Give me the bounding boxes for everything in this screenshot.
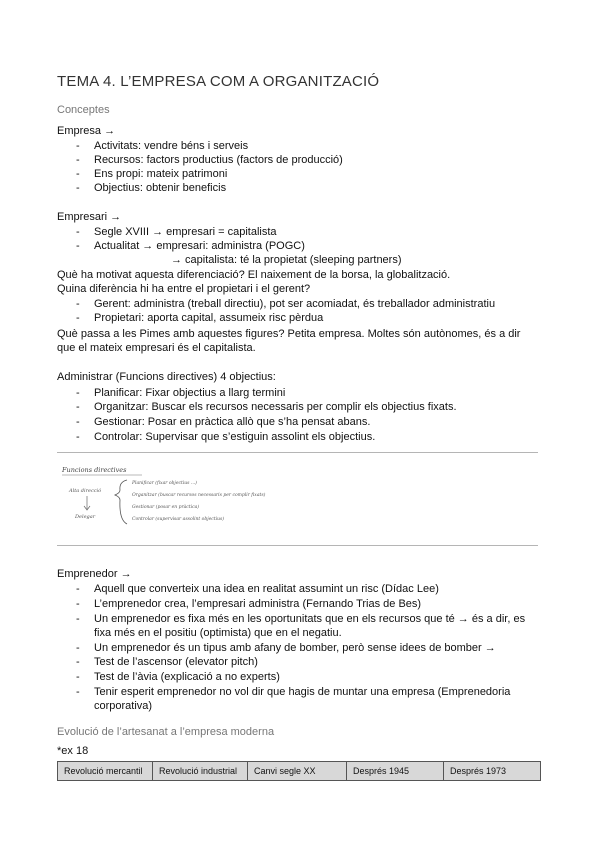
paragraph: Què passa a les Pimes amb aquestes figures? Petita empresa. Moltes són autònomes, és a dir [57,328,521,340]
list-item: Organitzar: Buscar els recursos necessaris per complir els objectius fixats. [94,401,457,413]
administrar-heading: Administrar (Funcions directives) 4 objectius: [57,371,276,383]
sketch-line: Gestionar (posar en pràctica) [132,505,200,510]
handwritten-sketch [57,460,357,536]
table-cell: Després 1973 [444,762,541,781]
divider [57,545,538,546]
list-item: Activitats: vendre béns i serveis [94,140,249,152]
divider [57,452,538,453]
sketch-label: Delegar [75,514,96,520]
section-heading-evolucio: Evolució de l’artesanat a l’empresa moderna [57,726,275,738]
page-title: TEMA 4. L’EMPRESA COM A ORGANITZACIÓ [57,73,380,90]
list-item: Tenir esperit emprenedor no vol dir que hagis de muntar una empresa (Emprenedoria [94,686,511,698]
list-item: Un emprenedor es fixa més en les oportunitats que en els recursos que té → és a dir, es [94,613,526,625]
paragraph: que el mateix empresari és el capitalista. [57,342,256,354]
list-item: Gerent: administra (treball directiu), pot ser acomiadat, és treballador administratiu [94,298,496,310]
list-item: Aquell que converteix una idea en realitat assumint un risc (Dídac Lee) [94,583,439,595]
list-item: Propietari: aporta capital, assumeix risc pèrdua [94,312,324,324]
list-item: Recursos: factors productius (factors de producció) [94,154,343,166]
sketch-line: Organitzar (buscar recursos necessaris per complir fixats) [132,493,266,498]
sketch-title: Funcions directives [62,466,127,474]
list-item-continuation: → capitalista: té la propietat (sleeping partners) [171,254,402,266]
list-item: Actualitat → empresari: administra (POGC) [94,240,305,252]
sketch-line: Planificar (fixar objectius ...) [132,481,197,486]
sketch-label: Alta direcció [69,488,102,494]
sketch-line: Controlar (supervisar assolint objectius) [132,517,225,522]
emprenedor-heading: Emprenedor → [57,568,132,580]
table-cell: Després 1945 [347,762,444,781]
table-cell: Revolució industrial [153,762,248,781]
list-item: Test de l’àvia (explicació a no experts) [94,671,280,683]
list-item: Test de l’ascensor (elevator pitch) [94,656,258,668]
table-cell: Canvi segle XX [248,762,347,781]
list-item: Segle XVIII → empresari = capitalista [94,226,277,238]
table-row [58,762,541,781]
list-item: Planificar: Fixar objectius a llarg termini [94,387,286,399]
list-item: Controlar: Supervisar que s’estiguin assolint els objectius. [94,431,376,443]
list-item: Objectius: obtenir beneficis [94,182,227,194]
evolution-table [57,761,541,781]
paragraph: Quina diferència hi ha entre el propietari i el gerent? [57,283,311,295]
list-item: L’emprenedor crea, l’empresari administra (Fernando Trias de Bes) [94,598,422,610]
list-item: Gestionar: Posar en pràctica allò que s’ha pensat abans. [94,416,371,428]
list-item: Ens propi: mateix patrimoni [94,168,228,180]
empresari-heading: Empresari → [57,211,122,223]
empresa-heading: Empresa → [57,125,116,137]
list-item: Un emprenedor és un tipus amb afany de bomber, però sense idees de bomber → [94,642,496,654]
list-item-continuation: corporativa) [94,700,153,712]
list-item-continuation: fixa més en el positiu (optimista) que en el negatiu. [94,627,342,639]
section-heading-conceptes: Conceptes [57,104,110,116]
paragraph: Què ha motivat aquesta diferenciació? El naixement de la borsa, la globalització. [57,269,451,281]
note: *ex 18 [57,745,89,757]
table-cell: Revolució mercantil [58,762,153,781]
